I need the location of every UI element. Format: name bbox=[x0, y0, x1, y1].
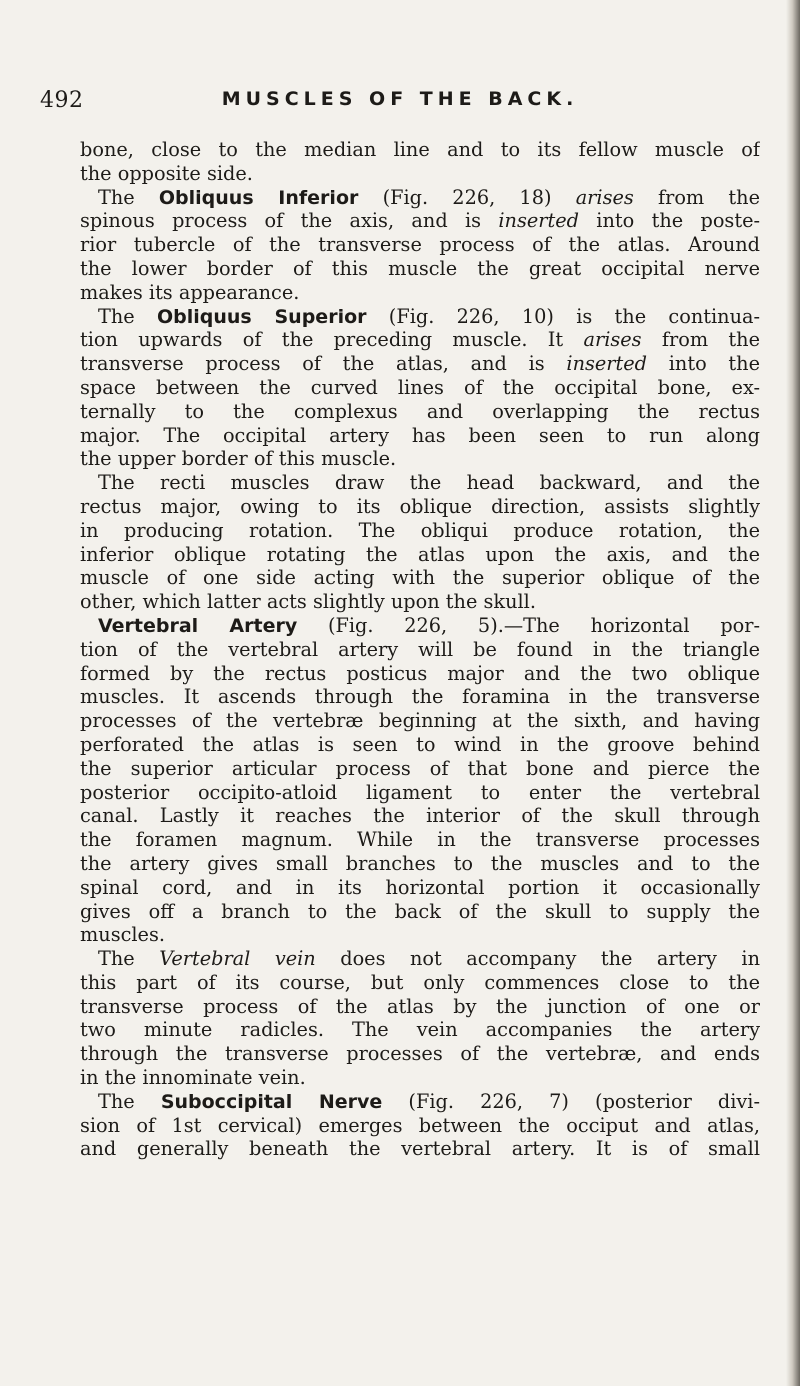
text-line bbox=[80, 471, 760, 495]
text-run: space between the curved lines of the occipital bone, ex- bbox=[80, 375, 760, 399]
text-run: canal. Lastly it reaches the interior of the skull through bbox=[80, 804, 760, 828]
text-run: from the bbox=[641, 328, 760, 352]
text-line bbox=[80, 328, 760, 352]
text-run: in producing rotation. The obliqui produce rotation, the bbox=[80, 518, 760, 542]
text-run: tion upwards of the preceding muscle. It bbox=[80, 328, 584, 352]
text-run: sion of 1st cervical) emerges between the occiput and atlas, bbox=[80, 1113, 760, 1137]
text-line bbox=[80, 1042, 760, 1066]
text-run: formed by the rectus posticus major and the two oblique bbox=[80, 661, 760, 685]
text-run: ternally to the complexus and overlapping the rectus bbox=[80, 399, 760, 423]
text-run: The recti muscles draw the head backward, and the bbox=[98, 471, 760, 495]
running-head: MUSCLES OF THE BACK. bbox=[221, 88, 579, 110]
section-heading: Obliquus Inferior bbox=[158, 186, 359, 209]
text-run: The bbox=[98, 185, 159, 209]
text-run: tion of the vertebral artery will be found in the triangle bbox=[80, 637, 760, 661]
italic-term: inserted bbox=[566, 352, 648, 376]
text-line bbox=[80, 900, 760, 924]
text-run: (Fig. 226, 5).—The horizontal por- bbox=[297, 613, 760, 637]
text-line bbox=[80, 447, 760, 471]
page-number: 492 bbox=[40, 88, 84, 113]
text-line bbox=[80, 400, 760, 424]
text-line bbox=[80, 495, 760, 519]
text-line bbox=[80, 138, 760, 162]
text-run: transverse process of the atlas by the junction of one or bbox=[80, 994, 760, 1018]
text-run: muscles. It ascends through the foramina in the transverse bbox=[80, 685, 760, 709]
text-line bbox=[80, 590, 760, 614]
italic-term: arises bbox=[575, 185, 634, 209]
text-run: rior tubercle of the transverse process of the atlas. Around bbox=[80, 233, 760, 257]
text-line bbox=[80, 1090, 760, 1114]
text-run: The bbox=[98, 304, 157, 328]
text-line bbox=[80, 257, 760, 281]
text-line bbox=[80, 614, 760, 638]
text-run: rectus major, owing to its oblique direction, assists slightly bbox=[80, 494, 760, 518]
text-line bbox=[80, 162, 760, 186]
text-run: the lower border of this muscle the great occipital nerve bbox=[80, 256, 760, 280]
text-line bbox=[80, 781, 760, 805]
text-line bbox=[80, 923, 760, 947]
text-run: major. The occipital artery has been seen to run along bbox=[80, 423, 760, 447]
text-run: (Fig. 226, 10) is the continua- bbox=[366, 304, 760, 328]
text-run: the upper border of this muscle. bbox=[80, 447, 397, 471]
text-line bbox=[80, 424, 760, 448]
text-line bbox=[80, 209, 760, 233]
text-run: and generally beneath the vertebral artery. It is of small bbox=[80, 1137, 760, 1161]
text-run: in the innominate vein. bbox=[80, 1066, 306, 1090]
italic-term: Vertebral vein bbox=[159, 947, 316, 971]
italic-term: inserted bbox=[498, 209, 579, 233]
text-run: processes of the vertebræ beginning at the sixth, and having bbox=[80, 709, 760, 733]
section-heading: Obliquus Superior bbox=[156, 305, 367, 328]
section-heading: Suboccipital Nerve bbox=[160, 1090, 383, 1113]
text-line bbox=[80, 543, 760, 567]
text-line bbox=[80, 757, 760, 781]
page-header bbox=[40, 88, 760, 118]
text-line bbox=[80, 186, 760, 210]
text-line bbox=[80, 1114, 760, 1138]
text-run: spinal cord, and in its horizontal portion it occasionally bbox=[80, 875, 760, 899]
text-run: muscles. bbox=[80, 923, 165, 947]
text-run: gives off a branch to the back of the skull to supply the bbox=[80, 899, 760, 923]
text-run: bone, close to the median line and to its fellow muscle of bbox=[80, 138, 760, 161]
text-run: (Fig. 226, 18) bbox=[358, 185, 576, 209]
text-run: perforated the atlas is seen to wind in the groove behind bbox=[80, 732, 760, 756]
text-line bbox=[80, 947, 760, 971]
text-run: the artery gives small branches to the muscles and to the bbox=[80, 851, 760, 875]
text-line bbox=[80, 376, 760, 400]
text-run: muscle of one side acting with the superior oblique of the bbox=[80, 566, 760, 590]
text-line bbox=[80, 828, 760, 852]
text-run: The bbox=[98, 947, 160, 971]
text-run: into the bbox=[647, 352, 760, 376]
text-line bbox=[80, 281, 760, 305]
text-line bbox=[80, 305, 760, 329]
text-run: The bbox=[98, 1089, 161, 1113]
text-line bbox=[80, 1018, 760, 1042]
text-run: spinous process of the axis, and is bbox=[80, 209, 499, 233]
text-run: transverse process of the atlas, and is bbox=[80, 352, 567, 376]
text-line bbox=[80, 709, 760, 733]
text-line bbox=[80, 352, 760, 376]
text-run: from the bbox=[633, 185, 760, 209]
text-line bbox=[80, 566, 760, 590]
body-text bbox=[80, 138, 760, 1161]
text-line bbox=[80, 971, 760, 995]
text-run: this part of its course, but only commences close to the bbox=[80, 970, 760, 994]
text-run: inferior oblique rotating the atlas upon the axis, and the bbox=[80, 542, 760, 566]
text-line bbox=[80, 995, 760, 1019]
text-line bbox=[80, 685, 760, 709]
text-run: into the poste- bbox=[578, 209, 760, 233]
section-heading: Vertebral Artery bbox=[98, 614, 298, 637]
text-line bbox=[80, 233, 760, 257]
italic-term: arises bbox=[583, 328, 642, 352]
text-line bbox=[80, 876, 760, 900]
text-run: two minute radicles. The vein accompanies the artery bbox=[80, 1018, 760, 1042]
text-run: (Fig. 226, 7) (posterior divi- bbox=[382, 1089, 760, 1113]
text-run: other, which latter acts slightly upon the skull. bbox=[80, 590, 536, 614]
text-run: the opposite side. bbox=[80, 161, 253, 185]
text-run: makes its appearance. bbox=[80, 280, 300, 304]
text-line bbox=[80, 662, 760, 686]
text-run: posterior occipito-atloid ligament to enter the vertebral bbox=[80, 780, 760, 804]
text-line bbox=[80, 852, 760, 876]
text-line bbox=[80, 1066, 760, 1090]
text-line bbox=[80, 733, 760, 757]
page-edge-shadow bbox=[786, 0, 800, 1386]
text-run: does not accompany the artery in bbox=[315, 947, 760, 971]
text-run: the foramen magnum. While in the transverse processes bbox=[80, 828, 760, 852]
text-line bbox=[80, 1137, 760, 1161]
text-run: through the transverse processes of the vertebræ, and ends bbox=[80, 1042, 760, 1066]
text-line bbox=[80, 638, 760, 662]
text-line bbox=[80, 519, 760, 543]
text-run: the superior articular process of that bone and pierce the bbox=[80, 756, 760, 780]
text-line bbox=[80, 804, 760, 828]
